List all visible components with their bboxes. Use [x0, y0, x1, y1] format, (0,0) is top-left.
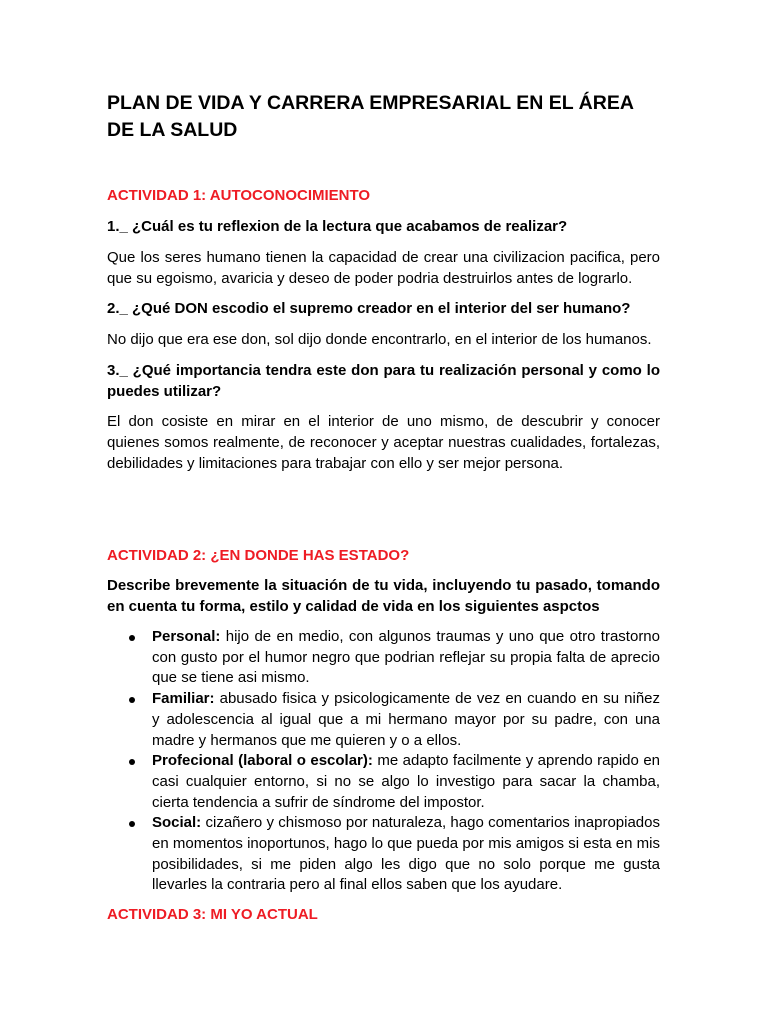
list-item-label: Profecional (laboral o escolar):: [152, 752, 373, 770]
life-aspects-list: [107, 627, 660, 896]
activity-2-heading: ACTIVIDAD 2: ¿EN DONDE HAS ESTADO?: [107, 547, 410, 564]
activity-3-heading: ACTIVIDAD 3: MI YO ACTUAL: [107, 906, 318, 923]
activity-2-prompt: Describe brevemente la situación de tu vida, incluyendo tu pasado, tomando en cuenta tu forma, estilo y calidad de vida en los siguientes aspctos: [107, 577, 660, 615]
list-item-label: Personal:: [152, 628, 221, 645]
list-item-text: me adapto facilmente y aprendo rapido en casi cualquier entorno, si no se algo lo investigo para sacar la chamba, cierta tendencia a sufrir de síndrome del impostor.: [152, 752, 660, 811]
bullet-icon: [129, 821, 135, 827]
list-item-social: [107, 813, 660, 896]
list-item-personal: [107, 627, 660, 689]
question-3: 3._ ¿Qué importancia tendra este don para tu realización personal y como lo puedes utilizar?: [107, 362, 660, 400]
list-item-label: Familiar:: [152, 690, 215, 708]
list-item-text: hijo de en medio, con algunos traumas y uno que otro trastorno con gusto por el humor negro que podrian reflejar su propia falta de aprecio que se tiene asi mismo.: [152, 628, 660, 687]
document-title: PLAN DE VIDA Y CARRERA EMPRESARIAL EN EL ÁREA DE LA SALUD: [107, 92, 634, 141]
question-1: 1._ ¿Cuál es tu reflexion de la lectura que acabamos de realizar?: [107, 218, 568, 235]
list-item-text: cizañero y chismoso por naturaleza, hago comentarios inapropiados en momentos inoportunos, hago lo que pueda por mis amigos si esta en mis posibilidades, si me piden algo les digo que no solo porque me gusta llevarles la contraria pero al final ellos saben que los ayudare.: [152, 814, 660, 894]
answer-3: El don cosiste en mirar en el interior de uno mismo, de descubrir y conocer quienes somos realmente, de reconocer y aceptar nuestras cualidades, fortalezas, debilidades y limitaciones para trabajar con ello y ser mejor persona.: [107, 413, 660, 472]
answer-2: No dijo que era ese don, sol dijo donde encontrarlo, en el interior de los humanos.: [107, 331, 652, 348]
list-item-profecional: [107, 751, 660, 813]
question-2: 2._ ¿Qué DON escodio el supremo creador en el interior del ser humano?: [107, 300, 631, 317]
bullet-icon: [129, 635, 135, 641]
bullet-icon: [129, 697, 135, 703]
list-item-text: abusado fisica y psicologicamente de vez en cuando en su niñez y adolescencia al igual que a mi hermano mayor por su padre, con una madre y hermanos que me quieren y o a ellos.: [152, 690, 660, 749]
list-item-label: Social:: [152, 814, 202, 832]
activity-1-heading: ACTIVIDAD 1: AUTOCONOCIMIENTO: [107, 187, 371, 204]
answer-1: Que los seres humano tienen la capacidad de crear una civilizacion pacifica, pero que su egoismo, avaricia y deseo de poder podria destruirlos antes de lograrlo.: [107, 249, 660, 287]
list-item-familiar: [107, 689, 660, 751]
bullet-icon: [129, 759, 135, 765]
